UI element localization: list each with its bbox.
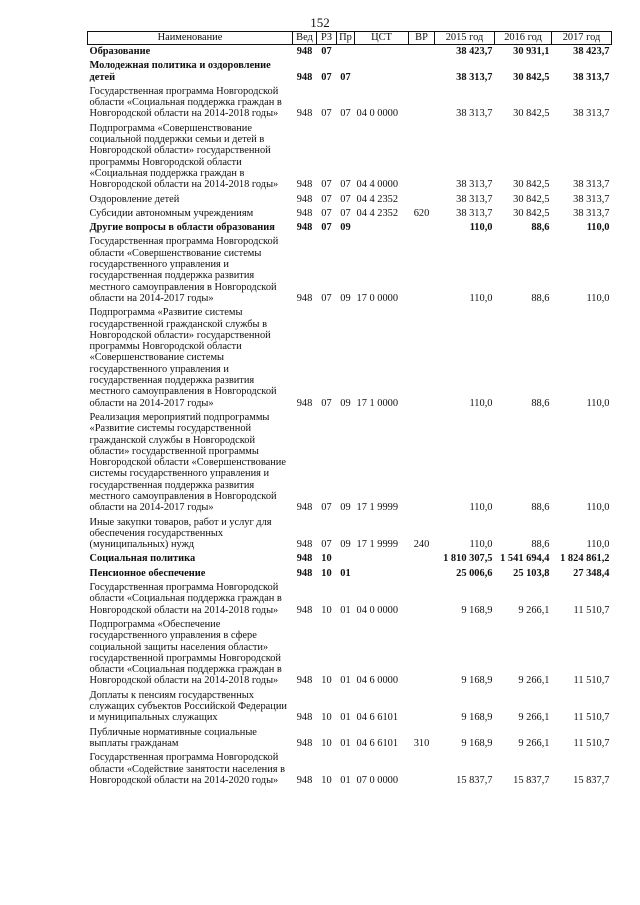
cell-pr: 07 — [340, 193, 351, 205]
cell-2015: 38 313,7 — [456, 193, 493, 205]
cell-rz: 07 — [321, 292, 332, 304]
table-row — [88, 516, 612, 553]
table-row — [88, 193, 612, 207]
cell-rz: 07 — [321, 502, 332, 514]
cell-2017: 11 510,7 — [573, 737, 610, 749]
cell-cst: 17 1 9999 — [356, 539, 399, 551]
cell-name: Образование — [89, 46, 151, 57]
cell-vr — [409, 59, 435, 85]
cell-vr — [409, 85, 435, 122]
cell-cst: 04 6 6101 — [356, 712, 399, 724]
cell-name: Государственная программа Новгородской области «Социальная поддержка граждан в Новгородской области на 2014-2018 годы» — [89, 85, 282, 120]
cell-ved: 948 — [296, 207, 313, 219]
cell-ved: 948 — [296, 397, 313, 409]
cell-name: Государственная программа Новгородской области «Совершенствование системы государственного управления и государственная поддержка развития местного самоуправления в Новгородской области на 2014-2017 годы» — [89, 236, 279, 304]
cell-2015: 110,0 — [469, 292, 493, 304]
table-row — [88, 751, 612, 788]
cell-2015: 38 423,7 — [456, 46, 493, 57]
table-row — [88, 618, 612, 689]
cell-2017: 38 313,7 — [573, 193, 610, 205]
header-name: Наименование — [88, 32, 293, 45]
cell-2017: 1 824 861,2 — [560, 553, 610, 565]
cell-name: Пенсионное обеспечение — [89, 567, 206, 579]
cell-cst: 17 1 0000 — [356, 397, 399, 409]
cell-2015: 1 810 307,5 — [443, 553, 493, 565]
table-row — [88, 59, 612, 85]
cell-cst — [355, 45, 409, 60]
cell-2015: 9 168,9 — [461, 675, 493, 687]
cell-ved: 948 — [296, 737, 313, 749]
cell-name: Доплаты к пенсиям государственных служащих субъектов Российской Федерации и муниципальных служащих — [89, 689, 287, 724]
cell-name: Подпрограмма «Совершенствование социальной поддержки семьи и детей в Новгородской области» государственной программы Новгородской области «Социальная поддержка граждан в Новгородской области на 2014-2018 годы» — [89, 122, 279, 191]
cell-2017: 15 837,7 — [573, 774, 610, 786]
cell-name: Государственная программа Новгородской области «Содействие занятости населения в Новгородской области на 2014-2020 годы» — [89, 752, 286, 786]
cell-2015: 9 168,9 — [461, 712, 493, 724]
cell-cst: 04 4 2352 — [356, 207, 399, 219]
cell-cst: 04 6 6101 — [356, 737, 399, 749]
cell-pr: 09 — [340, 292, 351, 304]
cell-cst: 04 4 2352 — [356, 193, 399, 205]
cell-2015: 38 313,7 — [456, 71, 493, 83]
cell-name: Государственная программа Новгородской области «Социальная поддержка граждан в Новгородской области на 2014-2018 годы» — [89, 582, 282, 616]
cell-ved: 948 — [296, 193, 313, 205]
cell-rz: 10 — [321, 712, 332, 724]
header-2017: 2017 год — [552, 32, 612, 45]
cell-2016: 9 266,1 — [518, 675, 550, 687]
header-rz: РЗ — [317, 32, 337, 45]
cell-rz: 07 — [321, 539, 332, 551]
cell-2016: 30 842,5 — [513, 207, 550, 219]
cell-vr — [409, 221, 435, 235]
cell-name: Социальная политика — [89, 553, 196, 565]
cell-ved: 948 — [296, 604, 313, 616]
cell-rz: 07 — [321, 207, 332, 219]
table-row — [88, 122, 612, 193]
cell-pr: 01 — [340, 737, 351, 749]
cell-2017: 38 313,7 — [573, 179, 610, 191]
cell-vr — [409, 751, 435, 788]
cell-2016: 25 103,8 — [513, 567, 550, 579]
cell-2017: 110,0 — [586, 222, 610, 234]
cell-cst: 04 6 0000 — [356, 675, 399, 687]
cell-2017: 38 423,7 — [573, 46, 610, 57]
header-row — [88, 32, 612, 45]
table-row — [88, 726, 612, 752]
cell-2015: 110,0 — [469, 397, 493, 409]
cell-2016: 1 541 694,4 — [500, 553, 550, 565]
cell-pr: 07 — [340, 71, 351, 83]
cell-pr — [337, 552, 355, 566]
cell-2015: 38 313,7 — [456, 179, 493, 191]
cell-cst: 17 0 0000 — [356, 292, 399, 304]
cell-vr — [409, 581, 435, 618]
cell-vr — [409, 411, 435, 516]
cell-vr: 240 — [413, 539, 430, 551]
table-row — [88, 235, 612, 306]
cell-vr: 310 — [413, 737, 430, 749]
cell-pr: 01 — [340, 774, 351, 786]
cell-cst: 07 0 0000 — [356, 774, 399, 786]
cell-rz: 07 — [321, 179, 332, 191]
cell-vr — [409, 618, 435, 689]
cell-2016: 88,6 — [531, 539, 550, 551]
cell-pr: 01 — [340, 712, 351, 724]
cell-2015: 9 168,9 — [461, 604, 493, 616]
cell-vr — [409, 45, 435, 60]
cell-2016: 88,6 — [531, 502, 550, 514]
cell-2016: 88,6 — [531, 292, 550, 304]
cell-ved: 948 — [296, 539, 313, 551]
cell-ved: 948 — [296, 108, 313, 120]
cell-name: Молодежная политика и оздоровление детей — [89, 60, 271, 83]
cell-pr: 01 — [340, 675, 351, 687]
cell-cst — [355, 552, 409, 566]
cell-2017: 11 510,7 — [573, 604, 610, 616]
table-row — [88, 581, 612, 618]
table-row — [88, 552, 612, 566]
cell-pr: 07 — [340, 179, 351, 191]
cell-2016: 88,6 — [531, 397, 550, 409]
cell-rz: 10 — [321, 553, 332, 565]
table-row — [88, 411, 612, 516]
cell-rz: 10 — [321, 604, 332, 616]
cell-ved: 948 — [296, 292, 313, 304]
table-row — [88, 567, 612, 581]
cell-2015: 38 313,7 — [456, 108, 493, 120]
cell-name: Подпрограмма «Обеспечение государственного управления в сфере социальной защиты населения области» государственной программы Новгородской области «Социальная поддержка граждан в Новгородской области на 2014-2018 годы» — [89, 618, 282, 687]
cell-rz: 07 — [321, 71, 332, 83]
cell-name: Субсидии автономным учреждениям — [89, 207, 254, 219]
cell-2017: 110,0 — [586, 502, 610, 514]
cell-rz: 07 — [321, 193, 332, 205]
header-2016: 2016 год — [495, 32, 552, 45]
cell-rz: 10 — [321, 774, 332, 786]
cell-name: Оздоровление детей — [89, 193, 180, 205]
cell-pr: 07 — [340, 108, 351, 120]
table-row — [88, 85, 612, 122]
header-pr: Пр — [337, 32, 355, 45]
cell-vr: 620 — [413, 207, 430, 219]
cell-vr — [409, 689, 435, 726]
cell-pr: 09 — [340, 397, 351, 409]
cell-2015: 110,0 — [469, 222, 493, 234]
cell-vr — [409, 552, 435, 566]
cell-ved: 948 — [296, 71, 313, 83]
cell-2017: 11 510,7 — [573, 675, 610, 687]
cell-vr — [409, 193, 435, 207]
cell-pr: 09 — [340, 539, 351, 551]
cell-ved: 948 — [296, 712, 313, 724]
cell-ved: 948 — [296, 46, 313, 57]
cell-rz: 10 — [321, 675, 332, 687]
cell-rz: 07 — [321, 222, 332, 234]
cell-rz: 10 — [321, 737, 332, 749]
cell-vr — [409, 306, 435, 411]
cell-rz: 10 — [321, 567, 332, 579]
cell-cst: 17 1 9999 — [356, 502, 399, 514]
cell-2016: 9 266,1 — [518, 737, 550, 749]
table-row — [88, 45, 612, 60]
cell-2016: 30 842,5 — [513, 108, 550, 120]
cell-rz: 07 — [321, 397, 332, 409]
cell-2017: 110,0 — [586, 539, 610, 551]
cell-ved: 948 — [296, 774, 313, 786]
cell-pr: 01 — [340, 567, 351, 579]
cell-2016: 88,6 — [531, 222, 550, 234]
table-row — [88, 207, 612, 221]
cell-2016: 30 842,5 — [513, 193, 550, 205]
cell-2015: 110,0 — [469, 539, 493, 551]
cell-2016: 15 837,7 — [513, 774, 550, 786]
cell-ved: 948 — [296, 502, 313, 514]
cell-rz: 07 — [321, 46, 332, 57]
cell-2016: 30 842,5 — [513, 71, 550, 83]
cell-2015: 9 168,9 — [461, 737, 493, 749]
cell-pr: 09 — [340, 502, 351, 514]
cell-pr: 07 — [340, 207, 351, 219]
cell-ved: 948 — [296, 567, 313, 579]
header-cst: ЦСТ — [355, 32, 409, 45]
header-ved: Вед — [293, 32, 317, 45]
table-row — [88, 689, 612, 726]
header-2015: 2015 год — [435, 32, 495, 45]
cell-name: Реализация мероприятий подпрограммы «Развитие системы государственной гражданской службы в Новгородской области» государственной программы Новгородской области «Совершенствование системы государственного управления и государственная поддержка развития местного самоуправления в Новгородской области на 2014-2017 годы» — [89, 411, 286, 514]
cell-pr: 09 — [340, 222, 351, 234]
cell-2016: 9 266,1 — [518, 604, 550, 616]
cell-cst: 04 0 0000 — [356, 604, 399, 616]
cell-rz: 07 — [321, 108, 332, 120]
cell-2017: 27 348,4 — [573, 567, 610, 579]
cell-2017: 11 510,7 — [573, 712, 610, 724]
cell-name: Подпрограмма «Развитие системы государственной гражданской службы в Новгородской области» государственной программы Новгородской области «Совершенствование системы государственного управления и государственная поддержка развития местного самоуправления в Новгородской области на 2014-2017 годы» — [89, 307, 277, 409]
cell-ved: 948 — [296, 222, 313, 234]
cell-cst — [355, 221, 409, 235]
cell-name: Иные закупки товаров, работ и услуг для обеспечения государственных (муниципальных) нужд — [89, 516, 272, 551]
cell-vr — [409, 122, 435, 193]
cell-2017: 110,0 — [586, 397, 610, 409]
cell-2017: 38 313,7 — [573, 71, 610, 83]
cell-2015: 25 006,6 — [456, 567, 493, 579]
cell-name: Публичные нормативные социальные выплаты гражданам — [89, 726, 257, 749]
table-row — [88, 221, 612, 235]
cell-2015: 38 313,7 — [456, 207, 493, 219]
cell-pr: 01 — [340, 604, 351, 616]
cell-2017: 38 313,7 — [573, 108, 610, 120]
cell-vr — [409, 235, 435, 306]
cell-2016: 9 266,1 — [518, 712, 550, 724]
cell-2016: 30 842,5 — [513, 179, 550, 191]
cell-pr — [337, 45, 355, 60]
cell-cst — [355, 59, 409, 85]
cell-ved: 948 — [296, 179, 313, 191]
cell-2017: 110,0 — [586, 292, 610, 304]
cell-2015: 110,0 — [469, 502, 493, 514]
budget-table — [87, 31, 612, 788]
table-row — [88, 306, 612, 411]
header-vr: ВР — [409, 32, 435, 45]
cell-ved: 948 — [296, 553, 313, 565]
cell-name: Другие вопросы в области образования — [89, 222, 275, 234]
page-number: 152 — [310, 15, 330, 30]
cell-ved: 948 — [296, 675, 313, 687]
cell-2017: 38 313,7 — [573, 207, 610, 219]
cell-2015: 15 837,7 — [456, 774, 493, 786]
cell-cst: 04 0 0000 — [356, 108, 399, 120]
cell-cst — [355, 567, 409, 581]
cell-cst: 04 4 0000 — [356, 179, 399, 191]
cell-vr — [409, 567, 435, 581]
cell-2016: 30 931,1 — [513, 46, 550, 57]
